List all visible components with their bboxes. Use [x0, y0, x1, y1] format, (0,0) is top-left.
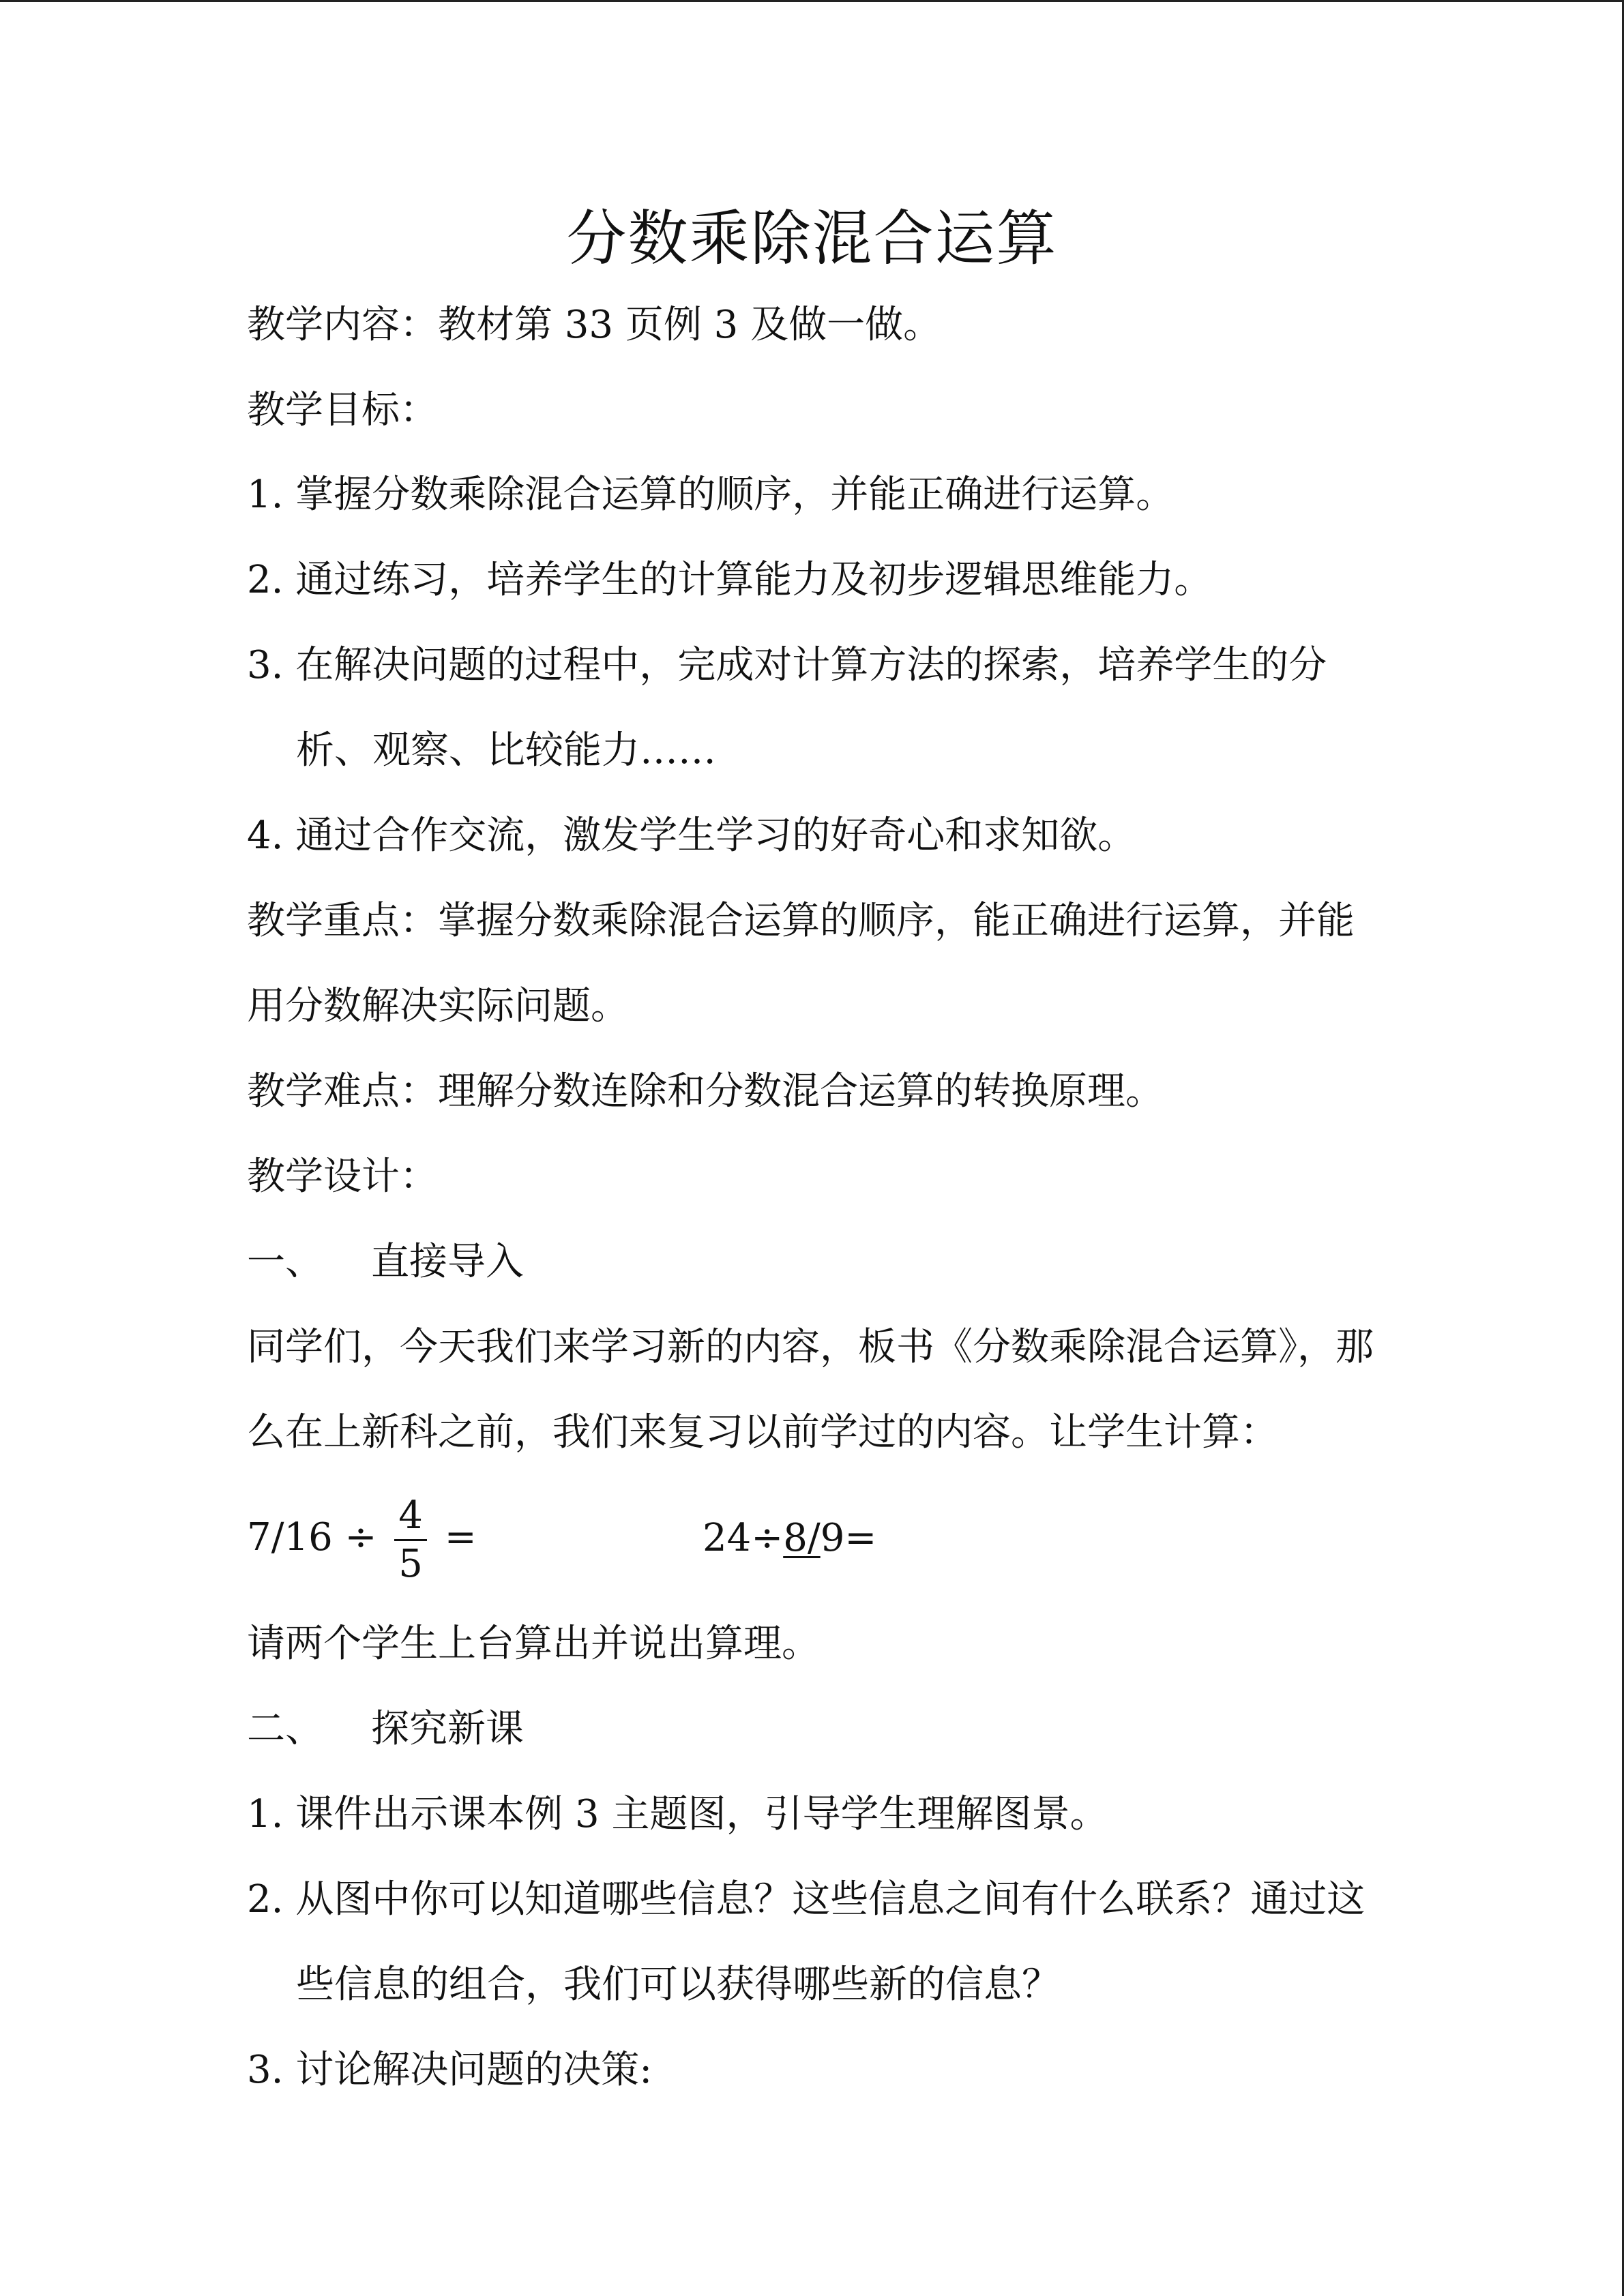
section-2-item-3: 3. 讨论解决问题的决策: — [247, 2048, 653, 2092]
exercise-2 — [703, 1511, 876, 1566]
design-label: 教学设计： — [247, 1154, 438, 1199]
teaching-content-text: 教材第 33 页例 3 及做一做。 — [438, 303, 942, 347]
exercise-1-lhs: 7/16 ÷ — [247, 1515, 377, 1560]
key-point-line-2: 用分数解决实际问题。 — [247, 984, 629, 1028]
page-title: 分数乘除混合运算 — [566, 203, 1058, 273]
objectives-label: 教学目标： — [247, 388, 438, 432]
section-2-heading — [247, 1702, 524, 1757]
section-1-number: 一、 — [247, 1240, 323, 1284]
exercise-2-underlined: 8/ — [783, 1516, 821, 1560]
exercise-1-equals: = — [444, 1515, 477, 1560]
exercise-2-prefix: 24÷ — [703, 1516, 784, 1560]
fraction-numerator: 4 — [394, 1493, 427, 1541]
section-2-item-1: 1. 课件出示课本例 3 主题图，引导学生理解图景。 — [247, 1792, 1108, 1836]
section-2-title: 探究新课 — [371, 1707, 524, 1751]
difficulty-line: 教学难点：理解分数连除和分数混合运算的转换原理。 — [247, 1069, 1164, 1114]
fraction-denominator: 5 — [398, 1542, 423, 1586]
section-2-item-2-continued: 些信息的组合，我们可以获得哪些新的信息？ — [296, 1963, 1060, 2007]
section-1-title: 直接导入 — [371, 1240, 524, 1284]
section-1-paragraph-line-2: 么在上新科之前，我们来复习以前学过的内容。让学生计算： — [247, 1410, 1278, 1455]
section-1-paragraph-line-1: 同学们，今天我们来学习新的内容，板书《分数乘除混合运算》，那 — [247, 1325, 1374, 1369]
section-1-after-text: 请两个学生上台算出并说出算理。 — [247, 1622, 820, 1666]
objective-item-4: 4. 通过合作交流，激发学生学习的好奇心和求知欲。 — [247, 814, 1136, 858]
exercise-1 — [247, 1487, 477, 1589]
teaching-content-label: 教学内容： — [247, 303, 438, 347]
objective-item-2: 2. 通过练习，培养学生的计算能力及初步逻辑思维能力。 — [247, 558, 1213, 602]
objective-item-1: 1. 掌握分数乘除混合运算的顺序，并能正确进行运算。 — [247, 473, 1175, 517]
exercise-2-suffix: 9= — [820, 1516, 877, 1560]
exercise-1-fraction — [394, 1493, 427, 1587]
objective-item-3: 3. 在解决问题的过程中，完成对计算方法的探索，培养学生的分 — [247, 643, 1327, 687]
key-point-line-1: 教学重点：掌握分数乘除混合运算的顺序，能正确进行运算，并能 — [247, 899, 1355, 943]
section-2-number: 二、 — [247, 1707, 323, 1751]
objective-item-3-continued: 析、观察、比较能力…… — [296, 728, 716, 773]
section-2-item-2: 2. 从图中你可以知道哪些信息？这些信息之间有什么联系？通过这 — [247, 1877, 1365, 1922]
section-1-heading — [247, 1235, 524, 1289]
teaching-content-line — [247, 298, 941, 353]
